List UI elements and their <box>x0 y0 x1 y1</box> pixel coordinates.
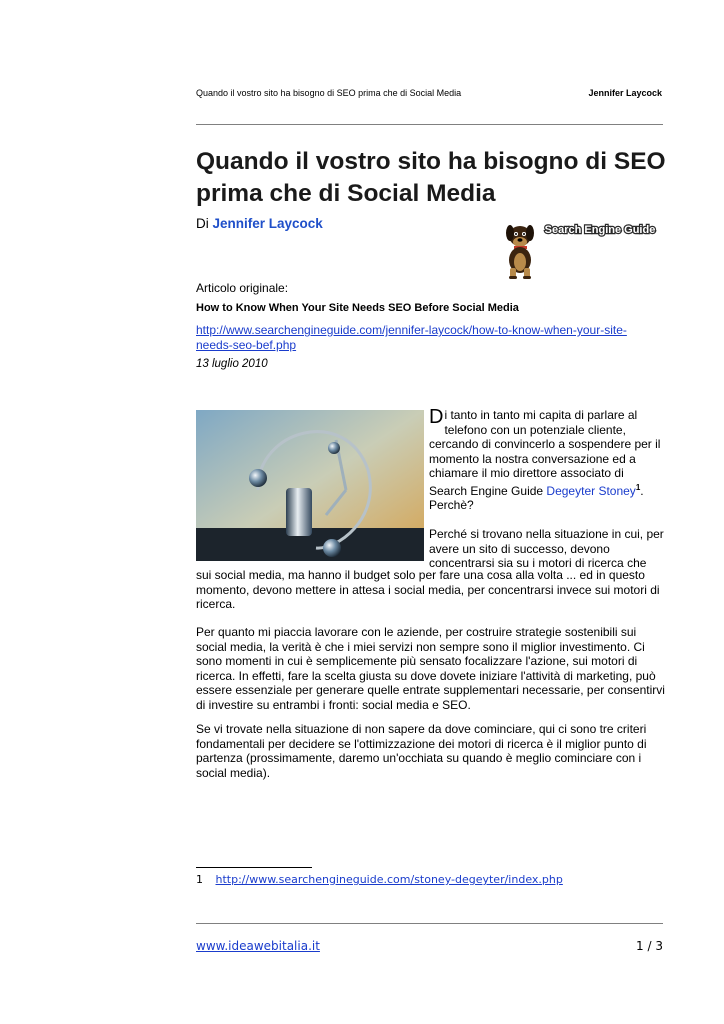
footnote-divider <box>196 867 312 868</box>
running-header-author: Jennifer Laycock <box>588 88 662 98</box>
footer-site-link[interactable]: www.ideawebitalia.it <box>196 939 320 953</box>
footnote-marker[interactable]: 1 <box>635 482 641 492</box>
running-header-title: Quando il vostro sito ha bisogno di SEO prima che di Social Media <box>196 88 462 98</box>
footnote-number: 1 <box>196 873 203 886</box>
header-divider <box>196 124 663 125</box>
intro-paragraph <box>429 408 665 513</box>
page-number: 1 / 3 <box>636 939 663 953</box>
byline-prefix: Di <box>196 216 209 231</box>
byline <box>196 216 323 231</box>
search-engine-guide-logo <box>504 218 662 280</box>
dog-mascot-icon <box>504 218 662 280</box>
intro-end: . Perchè? <box>429 483 644 512</box>
original-article-link[interactable]: http://www.searchengineguide.com/jennifer-laycock/how-to-know-when-your-site-needs-seo-bef.php <box>196 323 627 352</box>
footnote <box>196 873 563 886</box>
paragraph-3: Per quanto mi piaccia lavorare con le aziende, per costruire strategie sostenibili sui social media, la verità è che i miei servizi non sempre sono il miglior investimento. Ci sono momenti in cui è semplicemente più sensato focalizzare l'azione, sui motori di ricerca. In effetti, fare la scelta giusta su dove dovete iniziare l'attività di marketing, può essere essenziale per generare quelle entrate supplementari necessarie, per consentirvi di investire su entrambi i fronti: social media e SEO. <box>196 625 665 712</box>
logo-text: Search Engine Guide <box>544 224 656 236</box>
intro-text: i tanto in tanto mi capita di parlare al telefono con un potenziale cliente, cercando di convincerlo a sospendere per il momento la nostra conversazione ed a chiamare il mio direttore associato di Search Engine Guide <box>429 408 661 498</box>
newtons-cradle-photo <box>196 410 424 561</box>
paragraph-2-top: Perché si trovano nella situazione in cui, per avere un sito di successo, devono concentrarsi sia su i motori di ricerca che <box>429 527 664 570</box>
degeyter-stoney-link[interactable]: Degeyter Stoney <box>546 483 636 498</box>
author-name: Jennifer Laycock <box>212 216 323 231</box>
original-article-title: How to Know When Your Site Needs SEO Before Social Media <box>196 302 519 314</box>
drop-cap: D <box>429 406 444 428</box>
page-title: Quando il vostro sito ha bisogno di SEO prima che di Social Media <box>196 148 666 207</box>
footnote-link[interactable]: http://www.searchengineguide.com/stoney-degeyter/index.php <box>215 873 563 886</box>
footer-divider <box>196 923 663 924</box>
paragraph-4: Se vi trovate nella situazione di non sapere da dove cominciare, qui ci sono tre criteri fondamentali per decidere se l'ottimizzazione dei motori di ricerca è il miglior punto di partenza (prossimamente, daremo un'occhiata su quando è meglio cominciare con i social media). <box>196 722 647 780</box>
publication-date: 13 luglio 2010 <box>196 358 268 370</box>
original-article-label: Articolo originale: <box>196 281 289 295</box>
paragraph-2-rest: sui social media, ma hanno il budget solo per fare una cosa alla volta ... ed in questo momento, devono mettere in attesa i social media, per concentrarsi invece sui motori di ricerca. <box>196 568 660 611</box>
